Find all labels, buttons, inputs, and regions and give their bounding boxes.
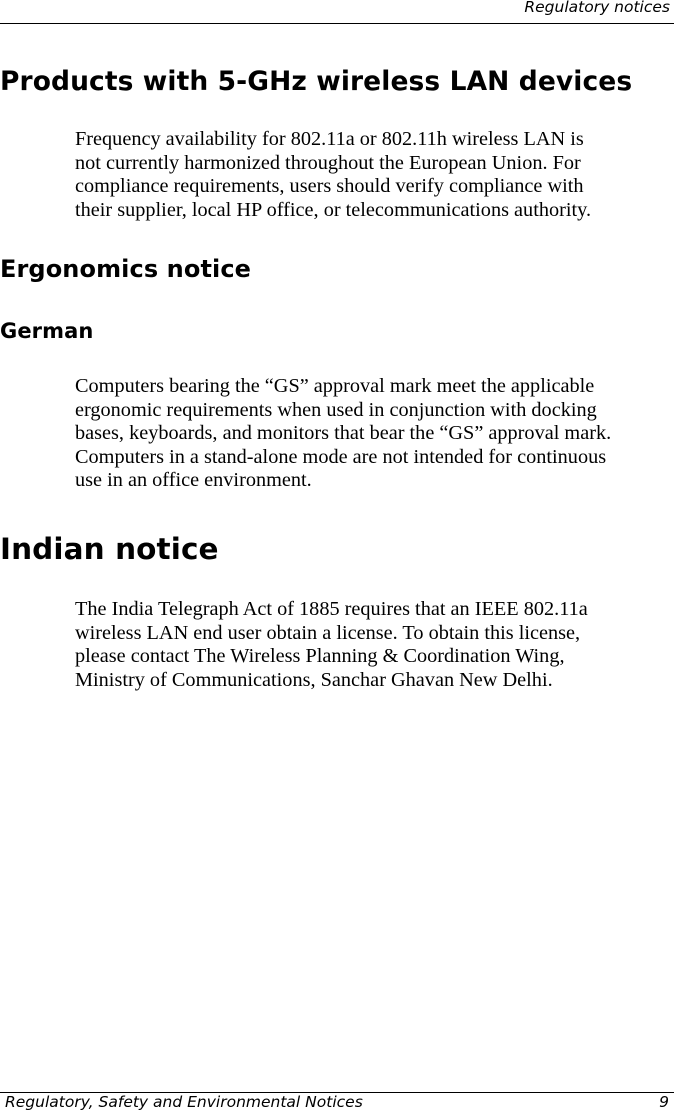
paragraph-wireless-5ghz: Frequency availability for 802.11a or 802.11h wireless LAN is not currently harmonized throughout the European Union. For compliance requirements, users should verify compliance with their supplier, local HP office, or telecommunications authority. [75,128,592,221]
page-number: 9 [659,1093,669,1111]
running-header-title: Regulatory notices [524,0,670,16]
paragraph-german-ergonomics: Computers bearing the “GS” approval mark meet the applicable ergonomic requirements when used in conjunction with docking bases, keyboards, and monitors that bear the “GS” approval mark. Computers in a stand-alone mode are not intended for continuous use in an office environment. [75,375,612,491]
running-footer [0,1092,674,1117]
paragraph-indian: The India Telegraph Act of 1885 requires that an IEEE 802.11a wireless LAN end user obtain a license. To obtain this license, please contact The Wireless Planning & Coordination Wing, Ministry of Communications, Sanchar Ghavan New Delhi. [75,598,588,691]
footer-document-title: Regulatory, Safety and Environmental Notices [5,1093,363,1111]
subsection-title-german: German [0,319,94,343]
section-title-ergonomics: Ergonomics notice [0,255,252,283]
section-title-wireless-5ghz: Products with 5-GHz wireless LAN devices [0,66,633,97]
section-title-indian: Indian notice [0,532,219,566]
running-header [0,0,674,24]
